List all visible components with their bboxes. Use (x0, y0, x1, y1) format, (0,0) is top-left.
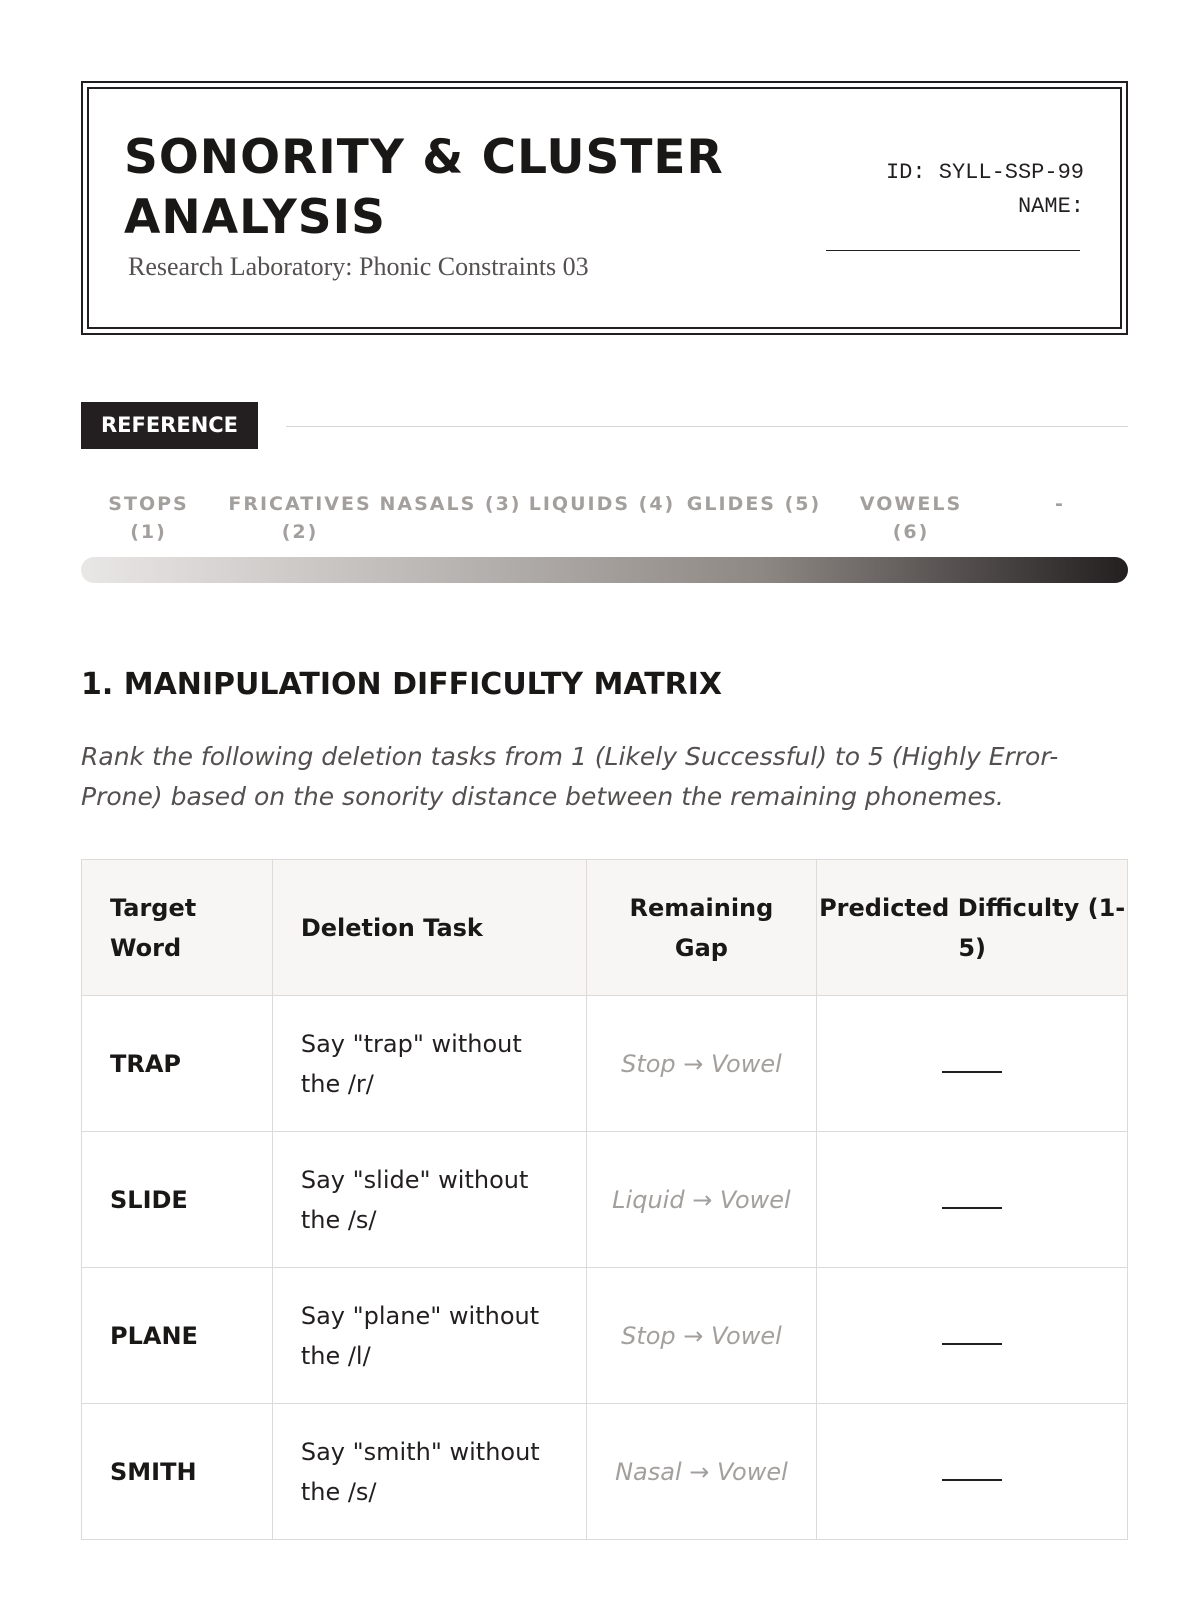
remaining-gap: Stop → Vowel (586, 996, 817, 1132)
sonority-gradient-bar (81, 557, 1128, 583)
scale-label-stops: STOPS (1) (108, 493, 189, 543)
difficulty-answer-cell[interactable] (817, 1132, 1128, 1268)
scale-label-vowels: VOWELS (6) (859, 493, 963, 543)
deletion-task: Say "smith" without the /s/ (272, 1404, 586, 1540)
answer-blank-line (942, 1071, 1002, 1073)
deletion-task: Say "slide" without the /s/ (272, 1132, 586, 1268)
meta-block (886, 156, 1084, 224)
name-blank-line (826, 250, 1080, 251)
remaining-gap: Nasal → Vowel (586, 1404, 817, 1540)
target-word: SLIDE (82, 1132, 273, 1268)
name-label: NAME: (1017, 194, 1084, 219)
table-row (82, 1268, 1128, 1404)
worksheet-id: ID: SYLL-SSP-99 (885, 160, 1084, 185)
remaining-gap: Liquid → Vowel (586, 1132, 817, 1268)
section-title: 1. MANIPULATION DIFFICULTY MATRIX (81, 667, 723, 702)
scale-label-end: - (1055, 493, 1065, 515)
answer-blank-line (942, 1479, 1002, 1481)
table-header-row (82, 860, 1128, 996)
target-word: TRAP (82, 996, 273, 1132)
scale-label-fricatives: FRICATIVES (2) (228, 493, 372, 543)
reference-divider (286, 426, 1128, 427)
deletion-task: Say "plane" without the /l/ (272, 1268, 586, 1404)
target-word: PLANE (82, 1268, 273, 1404)
scale-label-glides: GLIDES (5) (686, 493, 822, 515)
remaining-gap: Stop → Vowel (586, 1268, 817, 1404)
difficulty-answer-cell[interactable] (817, 996, 1128, 1132)
scale-label-nasals: NASALS (3) (379, 493, 522, 515)
table-row (82, 996, 1128, 1132)
difficulty-answer-cell[interactable] (817, 1404, 1128, 1540)
deletion-task: Say "trap" without the /r/ (272, 996, 586, 1132)
reference-tag: REFERENCE (81, 402, 258, 449)
difficulty-matrix-table (81, 859, 1128, 1540)
table-row (82, 1404, 1128, 1540)
table-row (82, 1132, 1128, 1268)
header-remaining-gap: Remaining Gap (586, 860, 817, 996)
header-predicted-difficulty: Predicted Difficulty (1-5) (817, 860, 1128, 996)
section-instructions: Rank the following deletion tasks from 1 (Likely Successful) to 5 (Highly Error-Prone) based on the sonority distance between the remaining phonemes. (81, 742, 1059, 811)
scale-label-liquids: LIQUIDS (4) (528, 493, 676, 515)
page-title: SONORITY & CLUSTER ANALYSIS (124, 130, 724, 245)
answer-blank-line (942, 1207, 1002, 1209)
page-subtitle: Research Laboratory: Phonic Constraints 03 (128, 252, 589, 281)
answer-blank-line (942, 1343, 1002, 1345)
header-deletion-task: Deletion Task (272, 860, 586, 996)
header-target-word: Target Word (82, 860, 273, 996)
difficulty-answer-cell[interactable] (817, 1268, 1128, 1404)
target-word: SMITH (82, 1404, 273, 1540)
